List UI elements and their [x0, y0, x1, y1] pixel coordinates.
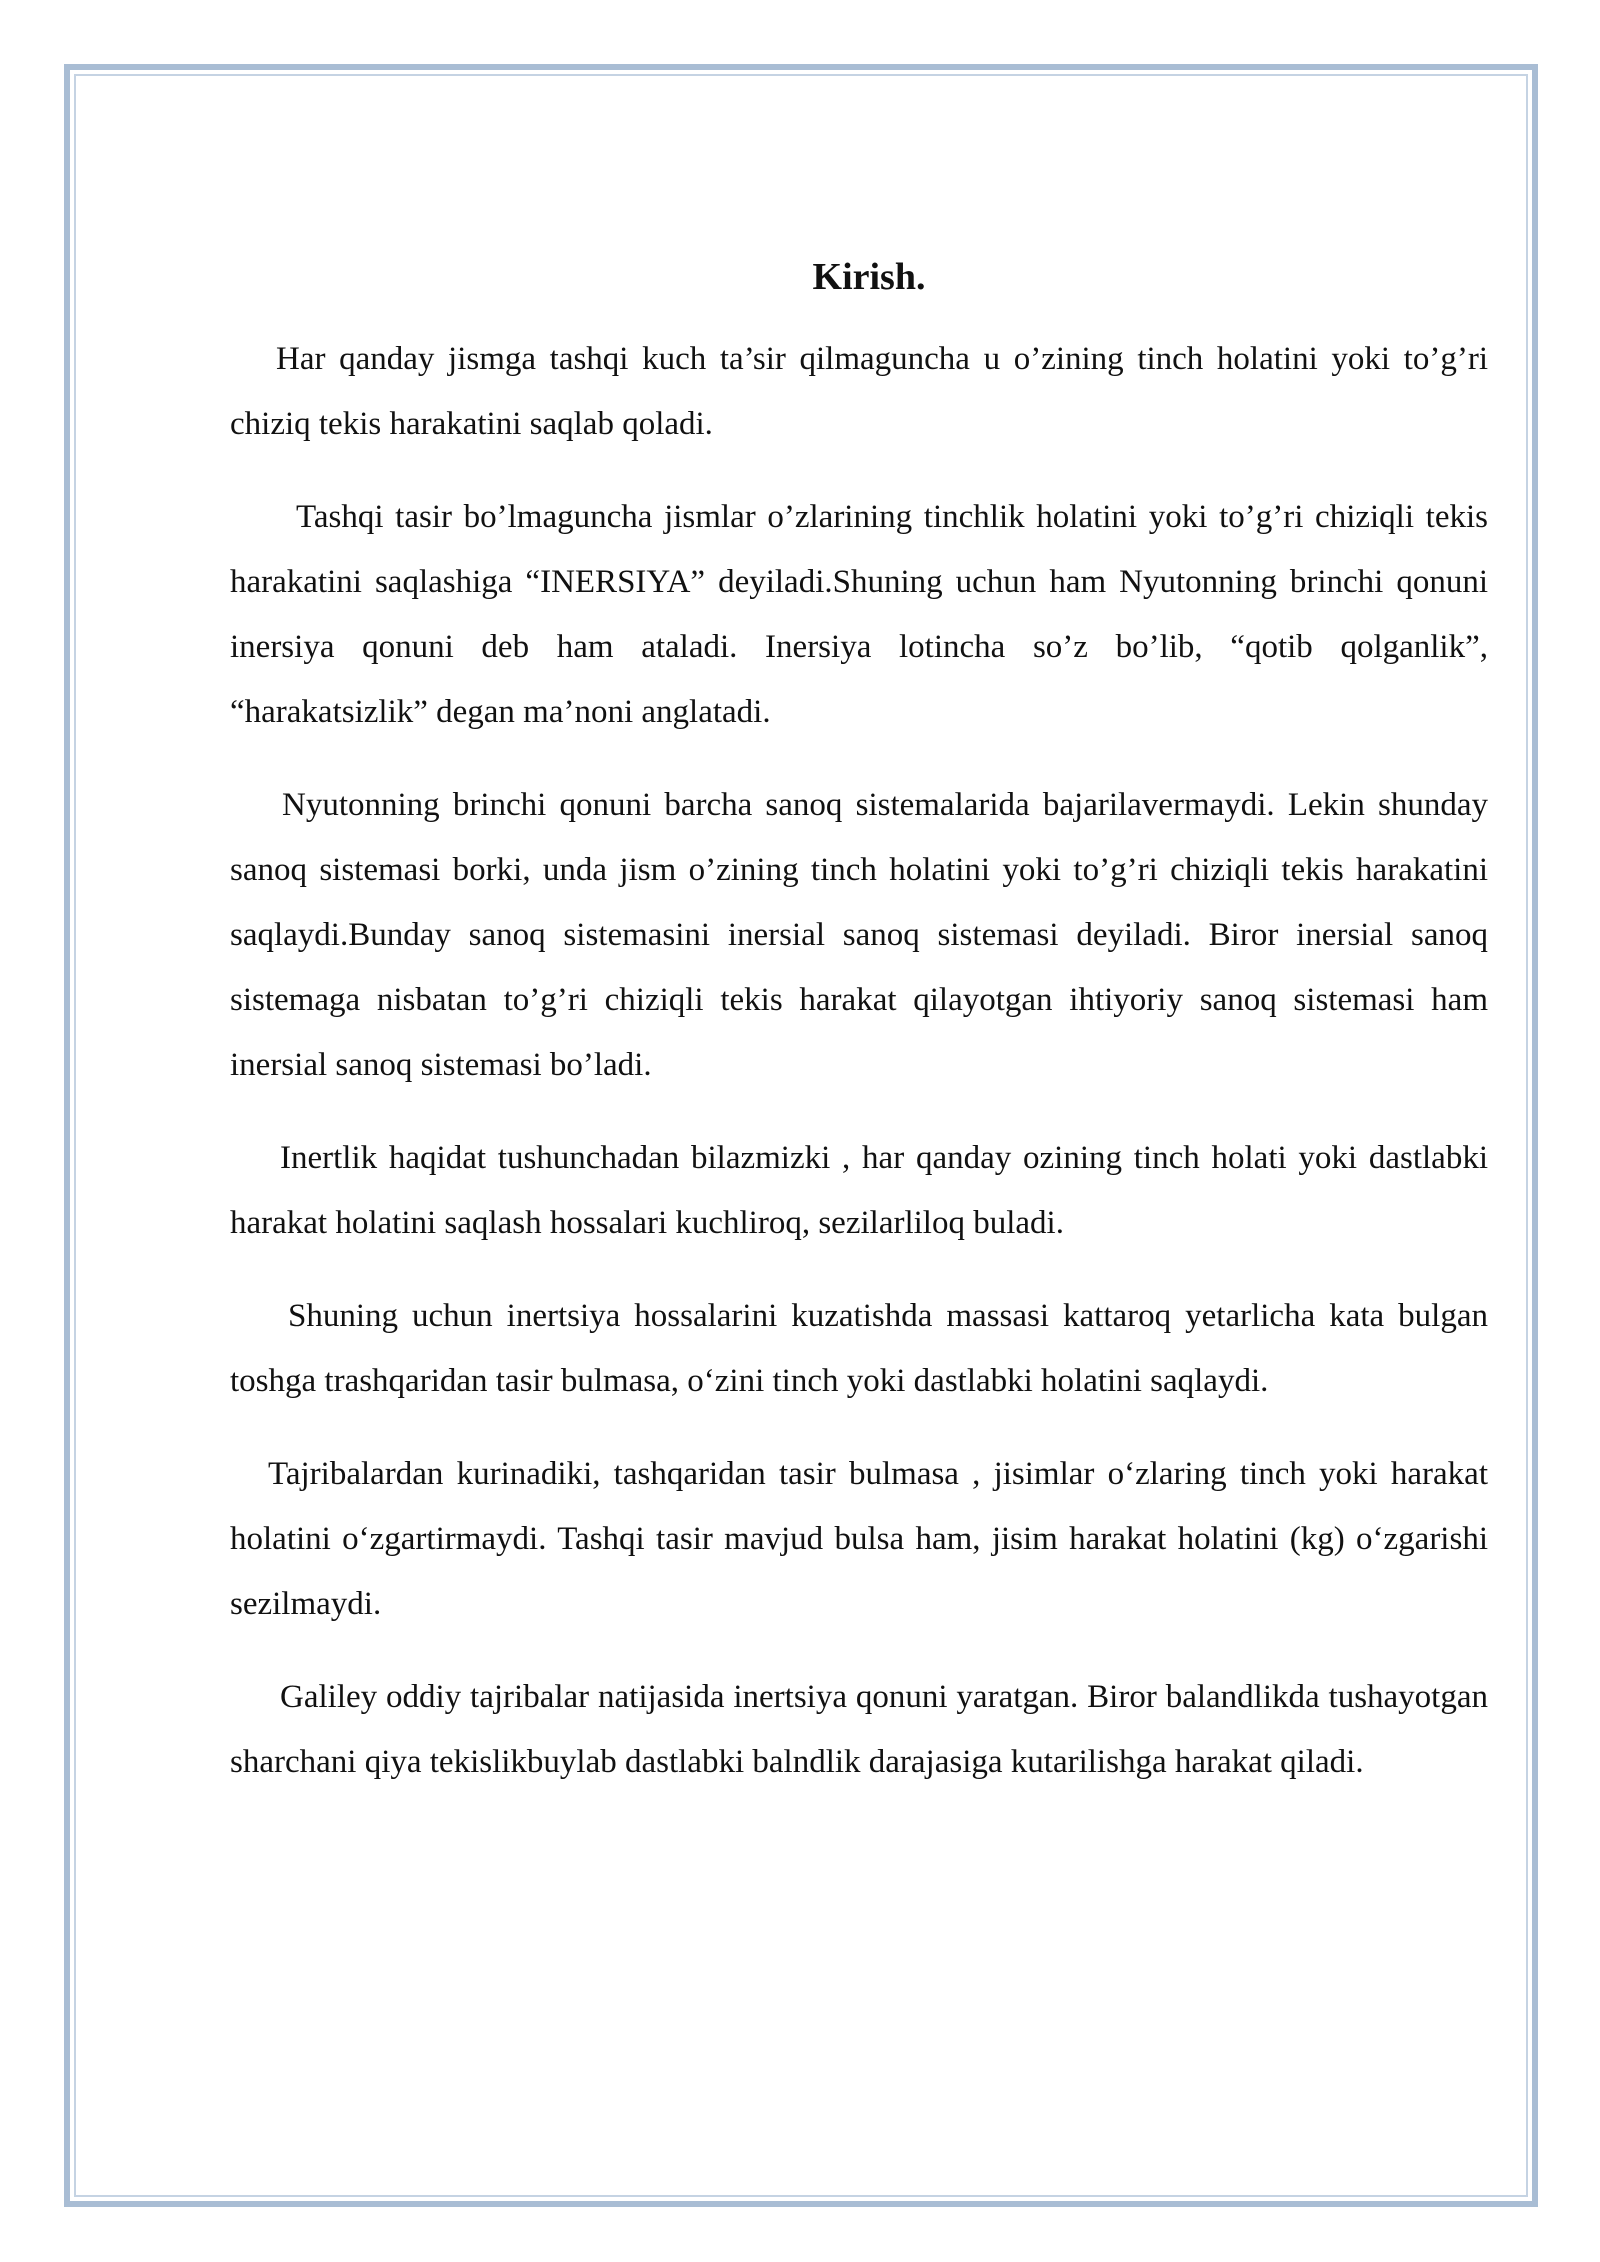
- paragraph-1: Har qanday jismga tashqi kuch ta’sir qilmaguncha u o’zining tinch holatini yoki to’g’ri chiziq tekis harakatini saqlab qoladi.: [230, 341, 1488, 442]
- paragraph-3: Nyutonning brinchi qonuni barcha sanoq sistemalarida bajarilavermaydi. Lekin shunday sanoq sistemasi borki, unda jism o’zining tinch holatini yoki to’g’ri chiziqli tekis harakatini saqlaydi.Bunday sanoq sistemasini inersial sanoq sistemasi deyiladi. Biror inersial sanoq sistemaga nisbatan to’g’ri chiziqli tekis harakat qilayotgan ihtiyoriy sanoq sistemasi ham inersial sanoq sistemasi bo’ladi.: [230, 787, 1488, 1083]
- document-title: Kirish.: [812, 256, 926, 298]
- paragraph-5: Shuning uchun inertsiya hossalarini kuzatishda massasi kattaroq yetarlicha kata bulgan toshga trashqaridan tasir bulmasa, o‘zini tinch yoki dastlabki holatini saqlaydi.: [230, 1298, 1488, 1399]
- document-body: [230, 255, 1488, 1823]
- paragraph-2: Tashqi tasir bo’lmaguncha jismlar o’zlarining tinchlik holatini yoki to’g’ri chiziqli tekis harakatini saqlashiga “INERSIYA” deyiladi.Shuning uchun ham Nyutonning brinchi qonuni inersiya qonuni deb ham ataladi. Inersiya lotincha so’z bo’lib, “qotib qolganlik”, “harakatsizlik” degan ma’noni anglatadi.: [230, 499, 1488, 730]
- paragraph-6: Tajribalardan kurinadiki, tashqaridan tasir bulmasa , jisimlar o‘zlaring tinch yoki harakat holatini o‘zgartirmaydi. Tashqi tasir mavjud bulsa ham, jisim harakat holatini (kg) o‘zgarishi sezilmaydi.: [230, 1456, 1488, 1622]
- paragraph-4: Inertlik haqidat tushunchadan bilazmizki , har qanday ozining tinch holati yoki dastlabki harakat holatini saqlash hossalari kuchliroq, sezilarliloq buladi.: [230, 1140, 1488, 1241]
- paragraph-7: Galiley oddiy tajribalar natijasida inertsiya qonuni yaratgan. Biror balandlikda tushayotgan sharchani qiya tekislikbuylab dastlabki balndlik darajasiga kutarilishga harakat qiladi.: [230, 1679, 1488, 1780]
